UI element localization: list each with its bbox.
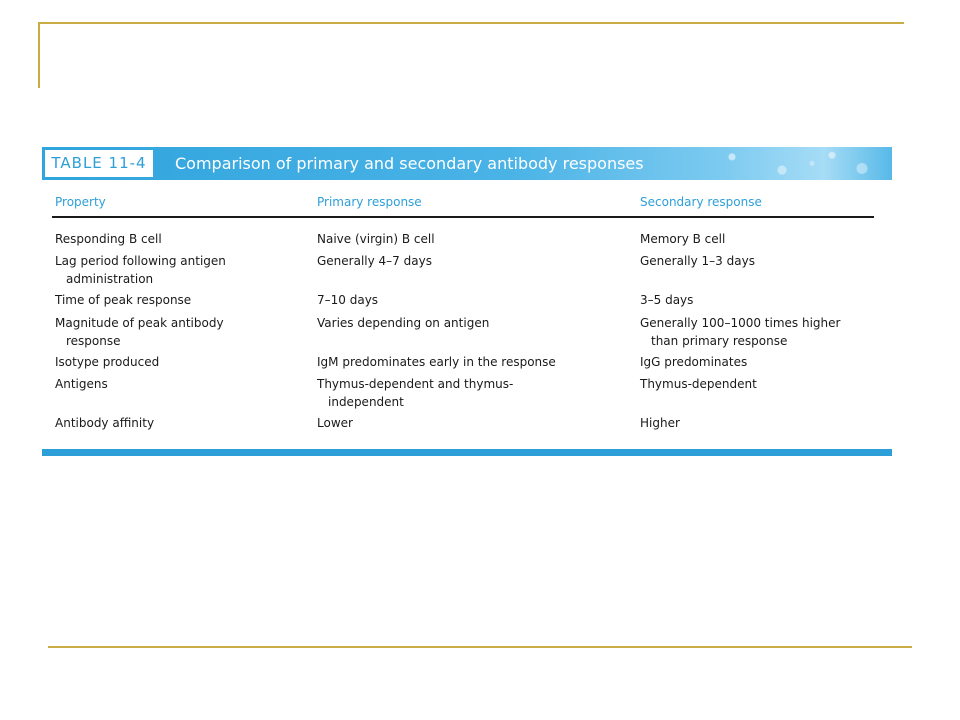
cell-secondary [640, 292, 890, 310]
cell-primary [317, 354, 617, 372]
cell-line: Magnitude of peak antibody [55, 316, 224, 330]
cell-line: Responding B cell [55, 232, 162, 246]
cell-line-continuation: independent [328, 394, 404, 409]
cell-line: Isotype produced [55, 355, 160, 369]
cell-property [55, 354, 295, 372]
cell-primary [317, 292, 617, 310]
cell-line: Lag period following antigen [55, 254, 226, 268]
cell-secondary [640, 253, 890, 271]
cell-primary [317, 231, 617, 249]
cell-line: Varies depending on antigen [317, 316, 490, 330]
cell-line: Antigens [55, 377, 108, 391]
column-header-primary: Primary response [317, 195, 422, 209]
header-rule [52, 216, 874, 218]
cell-property [55, 231, 295, 249]
cell-primary [317, 415, 617, 433]
cell-secondary [640, 415, 890, 433]
table-bottom-rule [42, 449, 892, 456]
cell-property [55, 253, 295, 288]
cell-secondary [640, 315, 890, 350]
cell-secondary [640, 376, 890, 394]
cell-property [55, 292, 295, 310]
cell-line: Naive (virgin) B cell [317, 232, 435, 246]
cell-secondary [640, 354, 890, 372]
cell-line: 7–10 days [317, 293, 379, 307]
cell-line-continuation: administration [66, 271, 154, 286]
cell-line-continuation: response [66, 333, 121, 348]
cell-property [55, 415, 295, 433]
cell-line: Memory B cell [640, 232, 726, 246]
table-figure [42, 147, 892, 457]
cell-line: Time of peak response [55, 293, 192, 307]
cell-line: Generally 100–1000 times higher [640, 316, 841, 330]
cell-primary [317, 315, 617, 333]
cell-line-continuation: than primary response [651, 333, 788, 348]
cell-line: Generally 1–3 days [640, 254, 755, 268]
cell-property [55, 376, 295, 394]
cell-line: IgG predominates [640, 355, 748, 369]
slide-frame-left-line [38, 22, 40, 88]
cell-line: Thymus-dependent and thymus- [317, 377, 514, 391]
title-bar-texture [692, 147, 892, 180]
cell-line: IgM predominates early in the response [317, 355, 556, 369]
table-number-label: TABLE 11-4 [45, 150, 153, 177]
cell-secondary [640, 231, 890, 249]
column-header-secondary: Secondary response [640, 195, 762, 209]
cell-property [55, 315, 295, 350]
cell-line: Lower [317, 416, 353, 430]
slide-frame-bottom-line [48, 646, 912, 648]
cell-line: Antibody affinity [55, 416, 155, 430]
cell-line: 3–5 days [640, 293, 694, 307]
cell-primary [317, 376, 617, 411]
cell-line: Generally 4–7 days [317, 254, 432, 268]
slide-frame-top-line [40, 22, 904, 24]
table-caption: Comparison of primary and secondary antibody responses [175, 154, 644, 173]
column-header-property: Property [55, 195, 106, 209]
cell-primary [317, 253, 617, 271]
table-title-bar [42, 147, 892, 180]
cell-line: Higher [640, 416, 680, 430]
cell-line: Thymus-dependent [640, 377, 757, 391]
